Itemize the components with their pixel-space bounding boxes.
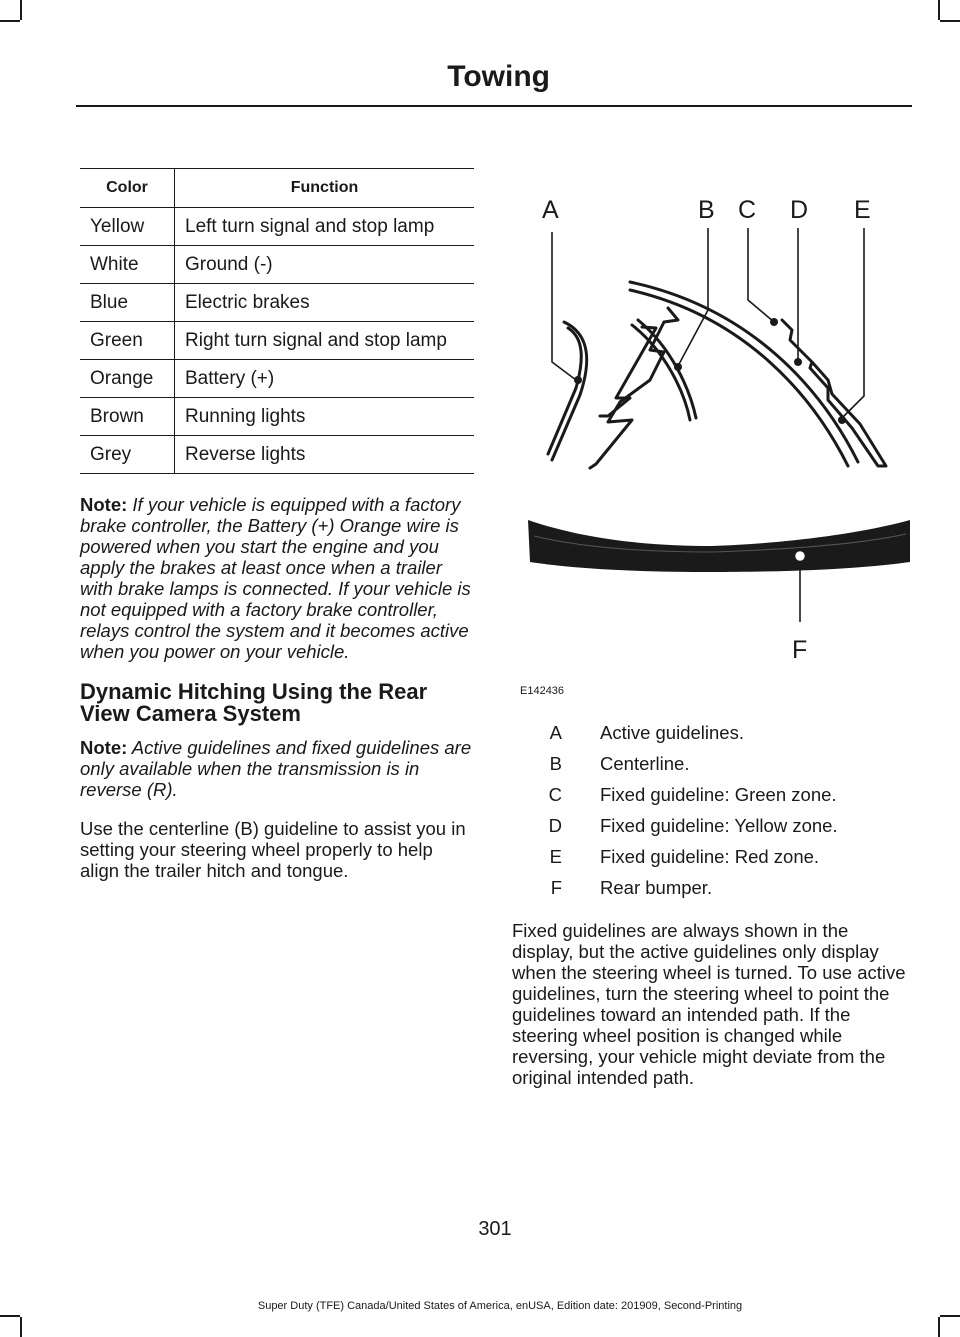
left-column: [80, 168, 474, 900]
crop-mark: [940, 20, 960, 22]
note-label: Note:: [80, 736, 128, 758]
page-number: 301: [478, 1218, 512, 1240]
legend-row: [512, 722, 912, 753]
table-header-color: Color: [80, 169, 175, 208]
callout-dot-b: [674, 363, 682, 371]
legend-key: E: [549, 846, 562, 867]
table-cell-function: Running lights: [175, 398, 475, 436]
legend-key: F: [550, 877, 562, 898]
table-cell-color: Grey: [80, 436, 175, 474]
legend-desc: Fixed guideline: Red zone.: [600, 846, 820, 867]
rear-camera-diagram: [512, 190, 912, 702]
legend-row: [512, 815, 912, 846]
legend-desc: Fixed guideline: Green zone.: [600, 784, 837, 805]
note-text: Active guidelines and fixed guidelines are only available when the transmission is in reverse (R).: [80, 736, 472, 800]
table-cell-color: White: [80, 246, 175, 284]
table-cell-color: Blue: [80, 284, 175, 322]
crop-mark: [940, 1315, 960, 1317]
legend-desc: Centerline.: [600, 753, 690, 774]
guidelines-paragraph: Fixed guidelines are always shown in the display, but the active guidelines only display when the steering wheel is turned. To use active guidelines, turn the steering wheel to point the guidelines toward an intended path. If the steering wheel position is changed while reversing, your vehicle might deviate from the original intended path.: [512, 920, 906, 1088]
table-cell-color: Yellow: [80, 208, 175, 246]
note-text: If your vehicle is equipped with a factory brake controller, the Battery (+) Orange wire is powered when you start the engine and you apply the brakes at least once when a trailer with brake lamps is connected. If your vehicle is not equipped with a factory brake controller, relays control the system and it becomes active when you power on your vehicle.: [80, 494, 471, 662]
table-cell-function: Left turn signal and stop lamp: [175, 208, 475, 246]
diagram-code: E142436: [520, 685, 565, 697]
callout-dot-a: [574, 376, 582, 384]
table-header-row: [80, 169, 474, 208]
table-cell-function: Reverse lights: [175, 436, 475, 474]
note-brake-controller: [80, 494, 474, 662]
diagram-label-c: C: [738, 196, 757, 224]
table-cell-function: Electric brakes: [175, 284, 475, 322]
note-guidelines: [80, 737, 474, 800]
crop-mark: [938, 1317, 940, 1337]
table-row: [80, 284, 474, 322]
table-header-function: Function: [175, 169, 475, 208]
table-cell-function: Battery (+): [175, 360, 475, 398]
table-row: [80, 360, 474, 398]
table-cell-color: Green: [80, 322, 175, 360]
legend-row: [512, 877, 912, 908]
callout-dot-f: [794, 550, 806, 562]
crop-mark: [20, 1317, 22, 1337]
crop-mark: [0, 20, 20, 22]
crop-mark: [0, 1315, 20, 1317]
rear-bumper-f: [528, 520, 910, 572]
leader-line-c: [748, 228, 774, 322]
active-guideline-a: [548, 322, 587, 460]
legend-desc: Fixed guideline: Yellow zone.: [600, 815, 838, 836]
fixed-guideline-arc: [630, 290, 848, 466]
page-title: Towing: [447, 60, 550, 93]
legend-key: C: [548, 784, 562, 805]
legend-row: [512, 753, 912, 784]
callout-dot-c: [770, 318, 778, 326]
diagram-label-a: A: [542, 196, 559, 224]
diagram-label-b: B: [698, 196, 715, 224]
table-cell-color: Orange: [80, 360, 175, 398]
header-rule: [76, 105, 912, 107]
legend-key: B: [549, 753, 562, 774]
wire-color-table: [80, 168, 474, 474]
fixed-guideline-arc: [630, 282, 858, 462]
diagram-label-f: F: [792, 636, 808, 664]
note-label: Note:: [80, 494, 128, 515]
crop-mark: [938, 0, 940, 20]
leader-line-a: [552, 232, 576, 380]
table-cell-color: Brown: [80, 398, 175, 436]
table-row: [80, 436, 474, 474]
table-row: [80, 322, 474, 360]
section-heading: Dynamic Hitching Using the Rear View Camera System: [80, 678, 428, 726]
table-cell-function: Ground (-): [175, 246, 475, 284]
legend-desc: Rear bumper.: [600, 877, 713, 898]
callout-dot-d: [794, 358, 802, 366]
legend-key: A: [549, 722, 562, 743]
leader-line-e: [842, 228, 864, 418]
fixed-guideline-left-outer: [590, 308, 678, 468]
legend-row: [512, 784, 912, 815]
legend-row: [512, 846, 912, 877]
table-cell-function: Right turn signal and stop lamp: [175, 322, 475, 360]
table-row: [80, 398, 474, 436]
diagram-label-d: D: [790, 196, 809, 224]
callout-dot-e: [838, 416, 846, 424]
diagram-label-e: E: [854, 196, 871, 224]
centerline-b: [632, 320, 696, 420]
table-row: [80, 208, 474, 246]
page-footer: Super Duty (TFE) Canada/United States of America, enUSA, Edition date: 201909, Second-Printing: [257, 1300, 743, 1312]
legend-desc: Active guidelines.: [600, 722, 744, 743]
table-row: [80, 246, 474, 284]
centerline-paragraph: Use the centerline (B) guideline to assist you in setting your steering wheel properly to help align the trailer hitch and tongue.: [80, 818, 466, 881]
legend-key: D: [548, 815, 562, 836]
crop-mark: [20, 0, 22, 20]
diagram-legend: [512, 722, 912, 908]
